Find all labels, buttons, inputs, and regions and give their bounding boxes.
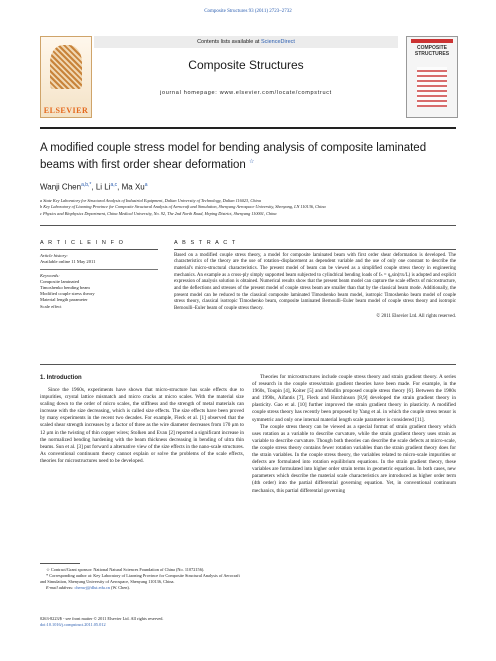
section-heading-introduction: 1. Introduction	[40, 375, 82, 381]
doi-link[interactable]: doi:10.1016/j.compstruct.2011.05.012	[40, 622, 106, 627]
body-paragraph: The couple stress theory can be viewed as a special format of strain gradient theory which uses rotation as a variable to describe curvature, while the strain gradient theory uses strain as variable to describe curvature. Though both theories can describe the scale defects at micro-scale, the couple stress theory contains fewer rotation variables than the strain gradient theory does for the strain variables. In the couple stress theory, the variables related to micro-scale impurities or defects are formulated into rotation equilibrium equations. In the strain gradient theory, these variables are formulated into higher order strain terms in geometric equations. In both cases, new parameters which describe the material scale characteristics are introduced as higher order term (4th order) into the partial differential governing equation. Yet, in conventional continuum mechanics, this partial differential governing	[252, 423, 456, 494]
affiliation-line: c Physics and Biophysics Department, China Medical University, No. 92, The 2nd North Road, Heping District, Shenyang 110001, China	[40, 210, 277, 216]
cover-stripe	[411, 39, 453, 43]
email-line	[40, 585, 244, 591]
author-affil-mark[interactable]: a,c	[110, 182, 118, 188]
author-name: Wanji Chen	[40, 182, 82, 192]
article-info-panel	[40, 240, 158, 310]
journal-masthead	[94, 36, 398, 114]
footnote-item: * Corresponding author at: Key Laboratory of Liaoning Province for Composite Structural Analysis of Aerocraft and Simulation, Shenyang University of Aerospace, Shenyang 110136, China.	[40, 572, 240, 584]
author-affil-mark[interactable]: a	[144, 182, 148, 188]
author-name: Li Li	[95, 182, 111, 192]
body-paragraph: Theories for microstructures include couple stress theory and strain gradient theory. A series of research in the couple stress/strain gradient theories have been made. For example, in the 1960s, Toupin [4], Koiter [5] and Mindlin proposed couple stress theory [6]. Between the 1980s and 1990s, Aifantis [7], Fleck and Hutchinson [8,9] developed the strain gradient theory in plasticity. Gao et al. [10] further improved the strain gradient theory in plasticity. A modified couple stress theory has recently been proposed by Yang et al. in which the couple stress tensor is symmetric and only one internal material length scale parameter is considered [11].	[252, 374, 456, 423]
sciencedirect-link[interactable]: ScienceDirect	[260, 39, 295, 45]
affiliation-line: a State Key Laboratory for Structural Analysis of Industrial Equipment, Dalian University of Technology, Dalian 116023, China	[40, 198, 261, 203]
journal-cover-thumbnail[interactable]	[406, 36, 458, 118]
abstract-heading: A B S T R A C T	[174, 240, 237, 246]
abstract-copyright: © 2011 Elsevier Ltd. All rights reserved.	[376, 313, 456, 319]
abstract-rule	[174, 249, 456, 250]
footnotes	[40, 563, 244, 591]
keywords-block	[40, 273, 158, 310]
journal-title: Composite Structures	[188, 58, 304, 72]
affiliation-line: b Key Laboratory of Liaoning Province for Composite Structural Analysis of Aerocraft and Simulation, Shenyang Aerospace University, Shenyang, LN 110136, China	[40, 204, 326, 210]
keyword-item: Material length parameter	[40, 297, 88, 303]
author-list: Wanji Chen$^{a,b,*}$, Li Li$^{a,c}$, Ma Xu$^a$	[40, 182, 148, 192]
author-affil-mark[interactable]: a,b,*	[81, 182, 92, 188]
article-title	[40, 141, 460, 172]
affiliation-divider	[40, 225, 456, 226]
cover-title: COMPOSITE STRUCTURES	[414, 45, 450, 57]
footnote-rule	[40, 563, 80, 564]
article-info-heading: A R T I C L E I N F O	[40, 240, 125, 246]
email-suffix: (W. Chen).	[109, 584, 130, 590]
keyword-item: Composite laminated	[40, 278, 80, 284]
history-label: Article history:	[40, 252, 68, 258]
title-footnote-mark[interactable]: ☆	[249, 159, 255, 165]
keywords-rule	[40, 269, 158, 270]
email-link[interactable]: chenwj@dlut.edu.cn	[74, 584, 110, 590]
body-column-right	[252, 374, 456, 495]
body-paragraph: Since the 1960s, experiments have shown that micro-structure has scale effects due to impurities, crystal lattice mismatch and micro cracks at micro scales. With the material size scaling down to the order of micro scales, the stiffness and the strength of metal materials can increase with the size decreasing, which is called size effects. The size effects have been proved by many experiments in the recent two decades. For example, Fleck et al. [1] observed that the scaled shear strength increases by a factor of three as the wire diameter decreases from 170 μm to 12 μm in the twisting of thin copper wires; Stolken and Evan [2] reported a significant increase in the normalized bending hardening with the beam thickness decreasing in bending of ultra thin beams. Sun et al. [3] put forward a alternative view of the size effects in the nano-scale structures. As conventional continuum theory cannot explain or solve the problems of the scale effects, theories for microstructures need to be developed.	[40, 387, 244, 464]
header-divider	[40, 127, 456, 129]
abstract-divider	[40, 364, 456, 365]
body-column-left	[40, 387, 244, 465]
cover-pattern-icon	[417, 67, 447, 107]
keyword-item: Timoshenko bending beam	[40, 284, 90, 290]
author-name: Ma Xu	[121, 182, 145, 192]
article-title-text: A modified couple stress model for bending analysis of composite laminated beams with first order shear deformation	[40, 142, 427, 171]
issn-line: 0263-8223/$ - see front matter © 2011 Elsevier Ltd. All rights reserved.	[40, 616, 164, 621]
article-history	[40, 253, 158, 265]
email-label: E-mail address:	[46, 584, 74, 590]
tree-emblem-icon	[50, 45, 82, 89]
publisher-logo-text: ELSEVIER	[43, 106, 89, 115]
abstract-panel	[174, 240, 456, 319]
affiliations	[40, 198, 460, 217]
article-info-rule	[40, 249, 158, 250]
keyword-item: Modified couple stress theory	[40, 291, 95, 297]
journal-reference[interactable]: Composite Structures 93 (2011) 2723–2732	[204, 9, 292, 14]
keywords-label: Keywords:	[40, 272, 60, 278]
journal-header	[40, 34, 456, 120]
publication-info	[40, 616, 164, 628]
abstract-text: Based on a modified couple stress theory, a model for composite laminated beam with first order shear deformation is developed. The characteristics of the theory are the use of rotation–displacement as dependent variable and the use of only one constant to describe the material's micro-structural characteristics. The present model of beam can be viewed as a simplified couple stress theory in engineering mechanics. An example as a cross-ply simply supported beam subjected to cylindrical bending loads of fₙ = q₀sin(πx/L) is adopted and explicit expression of analysis solution is obtained. Numerical results show that the present beam model can capture the scale effects of microstructure, and the deflections and stresses of the present model of couple stress beam are smaller than that by the classical beam mode. Additionally, the present model can be reduced to the classical composite laminated Timoshenko beam model, isotropic Timoshenko beam model of couple stress theory, classical isotropic Timoshenko beam, composite laminated Bernoulli–Euler beam model of couple stress theory and isotropic Bernoulli–Euler beam of couple stress theory.	[174, 252, 456, 311]
keyword-item: Scale effect	[40, 303, 62, 309]
journal-homepage[interactable]: journal homepage: www.elsevier.com/locate/compstruct	[160, 90, 332, 96]
contents-line	[94, 36, 398, 48]
history-value: Available online 11 May 2011	[40, 258, 96, 264]
contents-text: Contents lists available at	[197, 39, 261, 45]
elsevier-logo[interactable]	[40, 36, 92, 118]
footnote-item: ☆ Contract/Grant sponsor: National Natural Sciences Foundation of China (No. 11072156).	[46, 566, 205, 572]
